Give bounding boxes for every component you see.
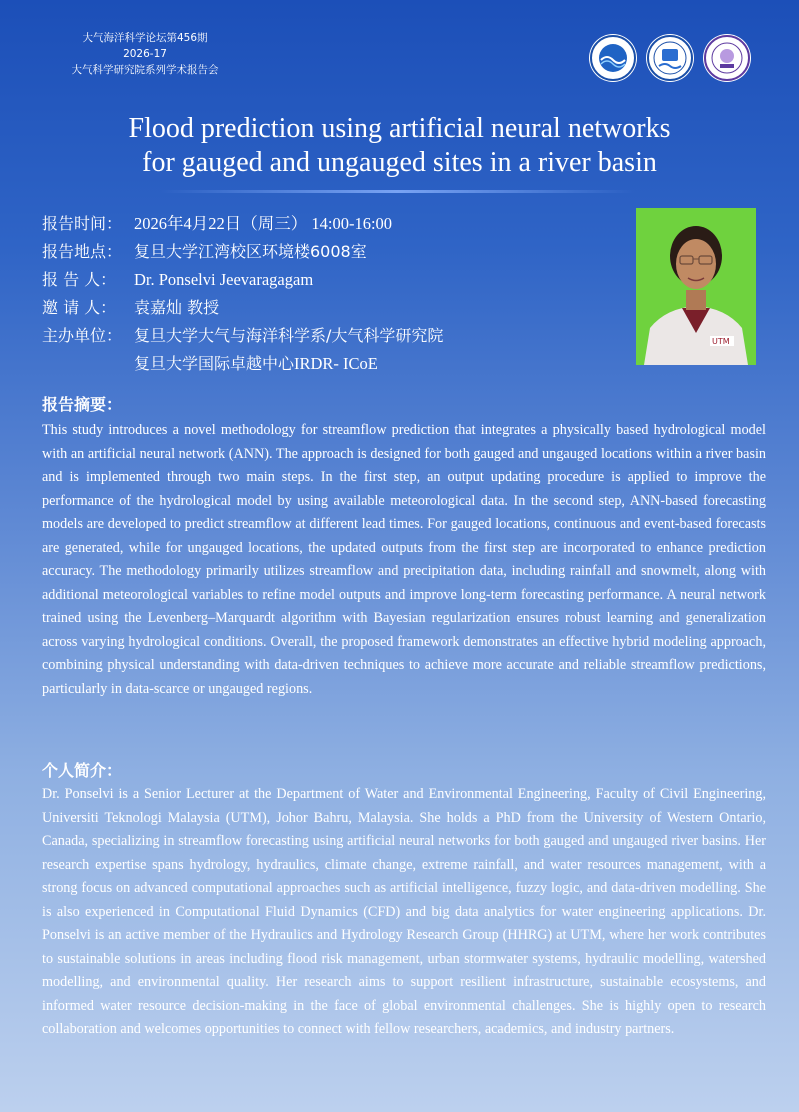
inviter-label: 邀 请 人： <box>42 298 117 317</box>
info-host-row <box>42 322 622 350</box>
time-label: 报告时间： <box>42 214 123 233</box>
info-time-row <box>42 210 622 238</box>
bio-heading: 个人简介： <box>42 761 123 780</box>
forum-issue: 大气海洋科学论坛第456期 <box>82 32 208 44</box>
institution-logo-2 <box>646 34 694 82</box>
svg-text:UTM: UTM <box>712 337 730 346</box>
talk-title-line1: Flood prediction using artificial neural networks <box>128 113 671 144</box>
abstract-heading: 报告摘要： <box>42 395 123 414</box>
time-value <box>134 210 622 238</box>
host-label: 主办单位： <box>42 326 123 345</box>
title-divider <box>160 190 635 193</box>
speaker-value: Dr. Ponselvi Jeevaragagam <box>134 270 314 289</box>
info-place-row <box>42 238 622 266</box>
info-inviter-row <box>42 294 622 322</box>
speaker-label: 报 告 人： <box>42 270 117 289</box>
info-speaker-row <box>42 266 622 294</box>
forum-header <box>40 30 250 78</box>
host-value-2-cn: 复旦大学国际卓越中心 <box>134 354 295 373</box>
time-hours: 14:00-16:00 <box>311 214 393 233</box>
host-value-2-en: IRDR- ICoE <box>294 354 378 373</box>
place-value: 复旦大学江湾校区环境楼6008室 <box>134 242 367 261</box>
info-host-row-2 <box>42 350 622 378</box>
abstract-text: This study introduces a novel methodology for streamflow prediction that integrates a physically based hydrological model with an artificial neural network (ANN). The approach is designed for both gauged and ungauged locations within a river basin and is implemented through two main steps. In the first step, an output updating procedure is applied to improve the performance of the hydrological model by using available meteorological data. In the second step, ANN-based forecasting models are developed to predict streamflow at different lead times. For gauged locations, continuous and event-based forecasts are generated, while for ungauged locations, the updated outputs from the first step are incorporated to enhance prediction accuracy. The methodology primarily utilizes streamflow and precipitation data, including rainfall and snowmelt, along with additional meteorological variables to refine model outputs and improve long-term forecasting performance. A neural network trained using the Levenberg–Marquardt algorithm with Bayesian regularization ensures robust learning and generalization across varying hydrological conditions. Overall, the proposed framework demonstrates an effective hybrid modeling approach, combining physical understanding with data-driven techniques to achieve more accurate and reliable streamflow predictions, particularly in data-scarce or ungauged regions. <box>42 422 766 697</box>
host-value-2 <box>134 350 622 378</box>
institution-logo-1 <box>589 34 637 82</box>
event-info <box>42 210 622 378</box>
forum-number: 2026-17 <box>123 48 167 60</box>
talk-title <box>0 112 799 180</box>
bio-text: Dr. Ponselvi is a Senior Lecturer at the Department of Water and Environmental Engineering, Faculty of Civil Engineering, Universiti Teknologi Malaysia (UTM), Johor Bahru, Malaysia. She holds a PhD from the University of Western Ontario, Canada, specializing in streamflow forecasting using artificial neural networks for both gauged and ungauged river basins. Her research expertise spans hydrology, hydraulics, climate change, extreme rainfall, and water resources management, with a strong focus on advanced computational approaches such as artificial intelligence, fuzzy logic, and data-driven modelling. She is also experienced in Computational Fluid Dynamics (CFD) and big data analytics for water engineering applications. Dr. Ponselvi is an active member of the Hydraulics and Hydrology Research Group (HHRG) at UTM, where her work contributes to sustainable solutions in areas including flood risk management, urban stormwater systems, hydraulic modelling, watershed modelling, and environmental quality. Her research aims to support resilient infrastructure, sustainable ecosystems, and informed water resource decision-making in the face of global environmental challenges. She is highly open to research collaboration and welcomes opportunities to connect with fellow researchers, academics, and industry partners. <box>42 786 766 1037</box>
institution-logos <box>589 34 751 82</box>
speaker-photo <box>636 208 756 365</box>
forum-series: 大气科学研究院系列学术报告会 <box>71 64 219 76</box>
institution-logo-3 <box>703 34 751 82</box>
time-date: 2026年4月22日（周三） <box>134 214 308 233</box>
inviter-value: 袁嘉灿 教授 <box>134 298 220 317</box>
talk-title-line2: for gauged and ungauged sites in a river basin <box>142 147 657 178</box>
host-value-1: 复旦大学大气与海洋科学系/大气科学研究院 <box>134 326 444 345</box>
place-label: 报告地点： <box>42 242 123 261</box>
